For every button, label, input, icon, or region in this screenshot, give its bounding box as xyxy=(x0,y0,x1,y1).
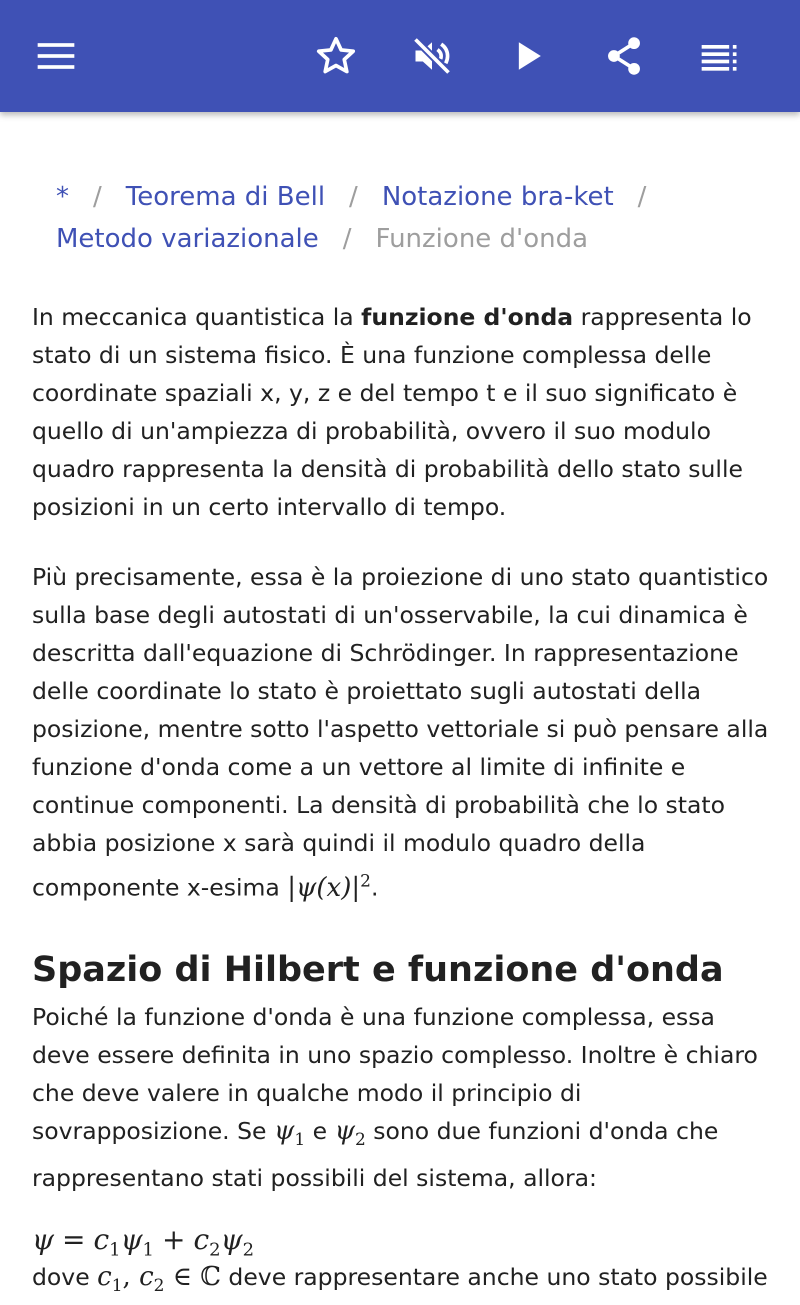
app-bar xyxy=(0,0,800,112)
math-subscript: 2 xyxy=(153,1276,165,1297)
math-coefficients xyxy=(97,1262,221,1297)
bookmark-button[interactable] xyxy=(304,24,368,88)
math-subscript: 1 xyxy=(142,1239,154,1261)
bold-term: funzione d'onda xyxy=(361,303,574,331)
share-icon xyxy=(602,34,646,78)
article-content[interactable] xyxy=(0,112,800,1297)
breadcrumb-link-metodo-variazionale[interactable]: Metodo variazionale xyxy=(56,224,319,254)
math-subscript: 2 xyxy=(354,1130,366,1151)
paragraph-text: Più precisamente, essa è la proiezione di uno stato quantistico sulla base degli autostati di un'osservabile, la cui dinamica è descritta dall'equazione di Schrödinger. In rappresentazione delle coordinate lo stato è proiettato sugli autostati della posizione, mentre sotto l'aspetto vettoriale si può pensare alla funzione d'onda come a un vettore al limite di infinite e continue componenti. La densità di probabilità che lo stato abbia posizione x sarà quindi il modulo quadro della componente x-esima xyxy=(32,563,769,902)
breadcrumb-separator: / xyxy=(93,182,102,212)
math-comma: , xyxy=(122,1262,140,1292)
paragraph-text: In meccanica quantistica la xyxy=(32,303,362,331)
breadcrumb-separator: / xyxy=(342,224,352,254)
mute-button[interactable] xyxy=(400,24,464,88)
paragraph-text: e xyxy=(305,1117,335,1145)
math-operator: ∈ xyxy=(164,1262,201,1292)
breadcrumb-separator: / xyxy=(349,182,358,212)
star-icon xyxy=(314,34,358,78)
menu-icon xyxy=(34,34,78,78)
math-exponent: 2 xyxy=(360,871,371,891)
math-subscript: 2 xyxy=(209,1239,221,1261)
math-symbol: ψ xyxy=(32,1223,54,1256)
menu-button[interactable] xyxy=(24,24,88,88)
math-symbol: ψ xyxy=(273,1116,295,1146)
paragraph-text: . xyxy=(370,873,379,902)
play-icon xyxy=(506,34,550,78)
paragraph-text: rappresenta lo stato di un sistema fisico. È una funzione complessa delle coordinate spaziali x, y, z e del tempo t e il suo significato è quello di un'ampiezza di probabilità, ovvero il suo modulo quadro rappresenta la densità di probabilità dello stato sulle posizioni in un certo intervallo di tempo. xyxy=(32,303,752,521)
share-button[interactable] xyxy=(592,24,656,88)
math-psi-modulus xyxy=(287,873,371,903)
section-heading: Spazio di Hilbert e funzione d'onda xyxy=(32,950,724,990)
paragraph-hilbert xyxy=(32,998,772,1197)
paragraph-intro xyxy=(32,298,772,526)
math-subscript: 2 xyxy=(242,1239,255,1261)
paragraph-text: dove xyxy=(32,1263,98,1291)
math-expression: |ψ(x)| xyxy=(287,872,361,903)
math-subscript: 1 xyxy=(294,1130,306,1151)
breadcrumb-current: Funzione d'onda xyxy=(375,224,589,254)
math-symbol: c xyxy=(93,1223,110,1256)
table-of-contents-button[interactable] xyxy=(688,24,752,88)
toc-icon xyxy=(698,34,742,78)
math-subscript: 1 xyxy=(109,1239,121,1261)
math-symbol: ψ xyxy=(220,1223,243,1256)
math-symbol: c xyxy=(97,1262,112,1292)
paragraph-text: deve rappresentare anche uno stato possibile xyxy=(220,1263,768,1291)
breadcrumb-separator: / xyxy=(637,182,647,212)
paragraph-text: sono due funzioni d'onda che rappresentano stati possibili del sistema, allora: xyxy=(32,1117,719,1193)
math-psi-2 xyxy=(334,1116,366,1151)
math-subscript: 1 xyxy=(111,1276,123,1297)
math-symbol: c xyxy=(139,1262,154,1292)
math-symbol: ψ xyxy=(334,1116,355,1146)
volume-off-icon xyxy=(410,34,454,78)
math-set-symbol: ℂ xyxy=(200,1262,221,1292)
math-operator: + xyxy=(162,1223,186,1256)
breadcrumb-link-notazione-bra-ket[interactable]: Notazione bra-ket xyxy=(381,182,614,212)
paragraph-details xyxy=(32,558,772,907)
math-symbol: ψ xyxy=(120,1223,143,1256)
math-symbol: c xyxy=(193,1223,210,1256)
paragraph-coefficients xyxy=(32,1258,772,1305)
breadcrumb xyxy=(56,176,776,260)
paragraph-text: Poiché la funzione d'onda è una funzione complessa, essa deve essere definita in uno spazio complesso. Inoltre è chiaro che deve valere in qualche modo il principio di sovrapposizione. Se xyxy=(32,1003,758,1145)
play-button[interactable] xyxy=(496,24,560,88)
breadcrumb-link-teorema-di-bell[interactable]: Teorema di Bell xyxy=(125,182,326,212)
breadcrumb-link-home[interactable]: * xyxy=(56,182,69,212)
math-operator: = xyxy=(61,1223,86,1256)
math-psi-1 xyxy=(273,1116,306,1151)
